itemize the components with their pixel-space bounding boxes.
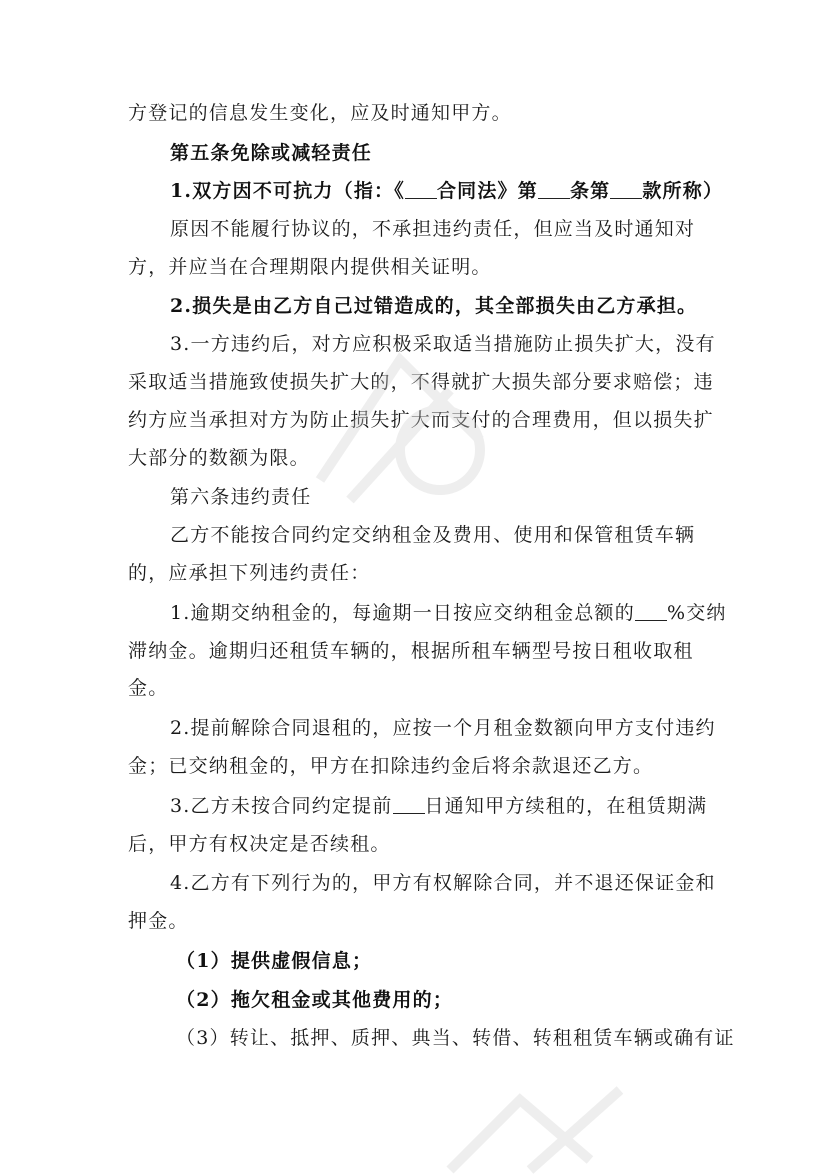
para-line: 押金。 (128, 910, 189, 932)
para-line: 原因不能履行协议的，不承担违约责任，但应当及时通知对 (170, 218, 696, 240)
para-line: 方，并应当在合理期限内提供相关证明。 (128, 256, 492, 278)
section-heading-6: 第六条违约责任 (170, 486, 312, 508)
para-line: 4.乙方有下列行为的，甲方有权解除合同，并不退还保证金和 (170, 872, 716, 894)
list-item-3: （3）转让、抵押、质押、典当、转借、转租租赁车辆或确有证 (176, 1027, 735, 1049)
para-line: 采取适当措施致使损失扩大的，不得就扩大损失部分要求赔偿；违 (128, 371, 714, 393)
text-seg: 合同法》第 (436, 180, 538, 202)
watermark-graphic (280, 300, 540, 540)
text-seg: 条第 (569, 180, 611, 202)
para-line: 乙方不能按合同约定交纳租金及费用、使用和保管租赁车辆 (170, 524, 696, 546)
text-seg: 款所称） (642, 180, 724, 202)
blank-field (405, 178, 437, 199)
blank-field (538, 178, 570, 199)
text-seg: 1.双方因不可抗力（指：《 (170, 180, 405, 202)
clause-6-1-line (170, 598, 727, 628)
list-item-2: （2）拖欠租金或其他费用的； (176, 989, 454, 1011)
para-line: 大部分的数额为限。 (128, 447, 310, 469)
para-line: 后，甲方有权决定是否续租。 (128, 833, 391, 855)
clause-5-1-line (170, 176, 723, 206)
para-line: 2.提前解除合同退租的，应按一个月租金数额向甲方支付违约 (170, 717, 716, 739)
blank-field (610, 178, 642, 199)
watermark-graphic (430, 1080, 650, 1174)
blank-field (393, 793, 425, 814)
para-line: 约方应当承担对方为防止损失扩大而支付的合理费用，但以损失扩 (128, 409, 714, 431)
blank-field (635, 600, 667, 621)
section-heading-5: 第五条免除或减轻责任 (170, 142, 373, 164)
text-seg: 3.乙方未按合同约定提前 (170, 795, 393, 817)
para-line: 方登记的信息发生变化，应及时通知甲方。 (128, 102, 512, 124)
text-seg: 1.逾期交纳租金的，每逾期一日按应交纳租金总额的 (170, 602, 635, 624)
clause-6-3-line (170, 791, 707, 821)
para-line: 的，应承担下列违约责任： (128, 562, 371, 584)
list-item-1: （1）提供虚假信息； (176, 950, 373, 972)
clause-5-2: 2.损失是由乙方自己过错造成的，其全部损失由乙方承担。 (170, 295, 698, 317)
para-line: 金。 (128, 677, 169, 699)
text-seg: 日通知甲方续租的，在租赁期满 (424, 795, 708, 817)
para-line: 金；已交纳租金的，甲方在扣除违约金后将余款退还乙方。 (128, 755, 654, 777)
para-line: 3.一方违约后，对方应积极采取适当措施防止损失扩大，没有 (170, 333, 716, 355)
para-line: 滞纳金。逾期归还租赁车辆的，根据所租车辆型号按日租收取租 (128, 640, 694, 662)
text-seg: %交纳 (666, 602, 727, 624)
